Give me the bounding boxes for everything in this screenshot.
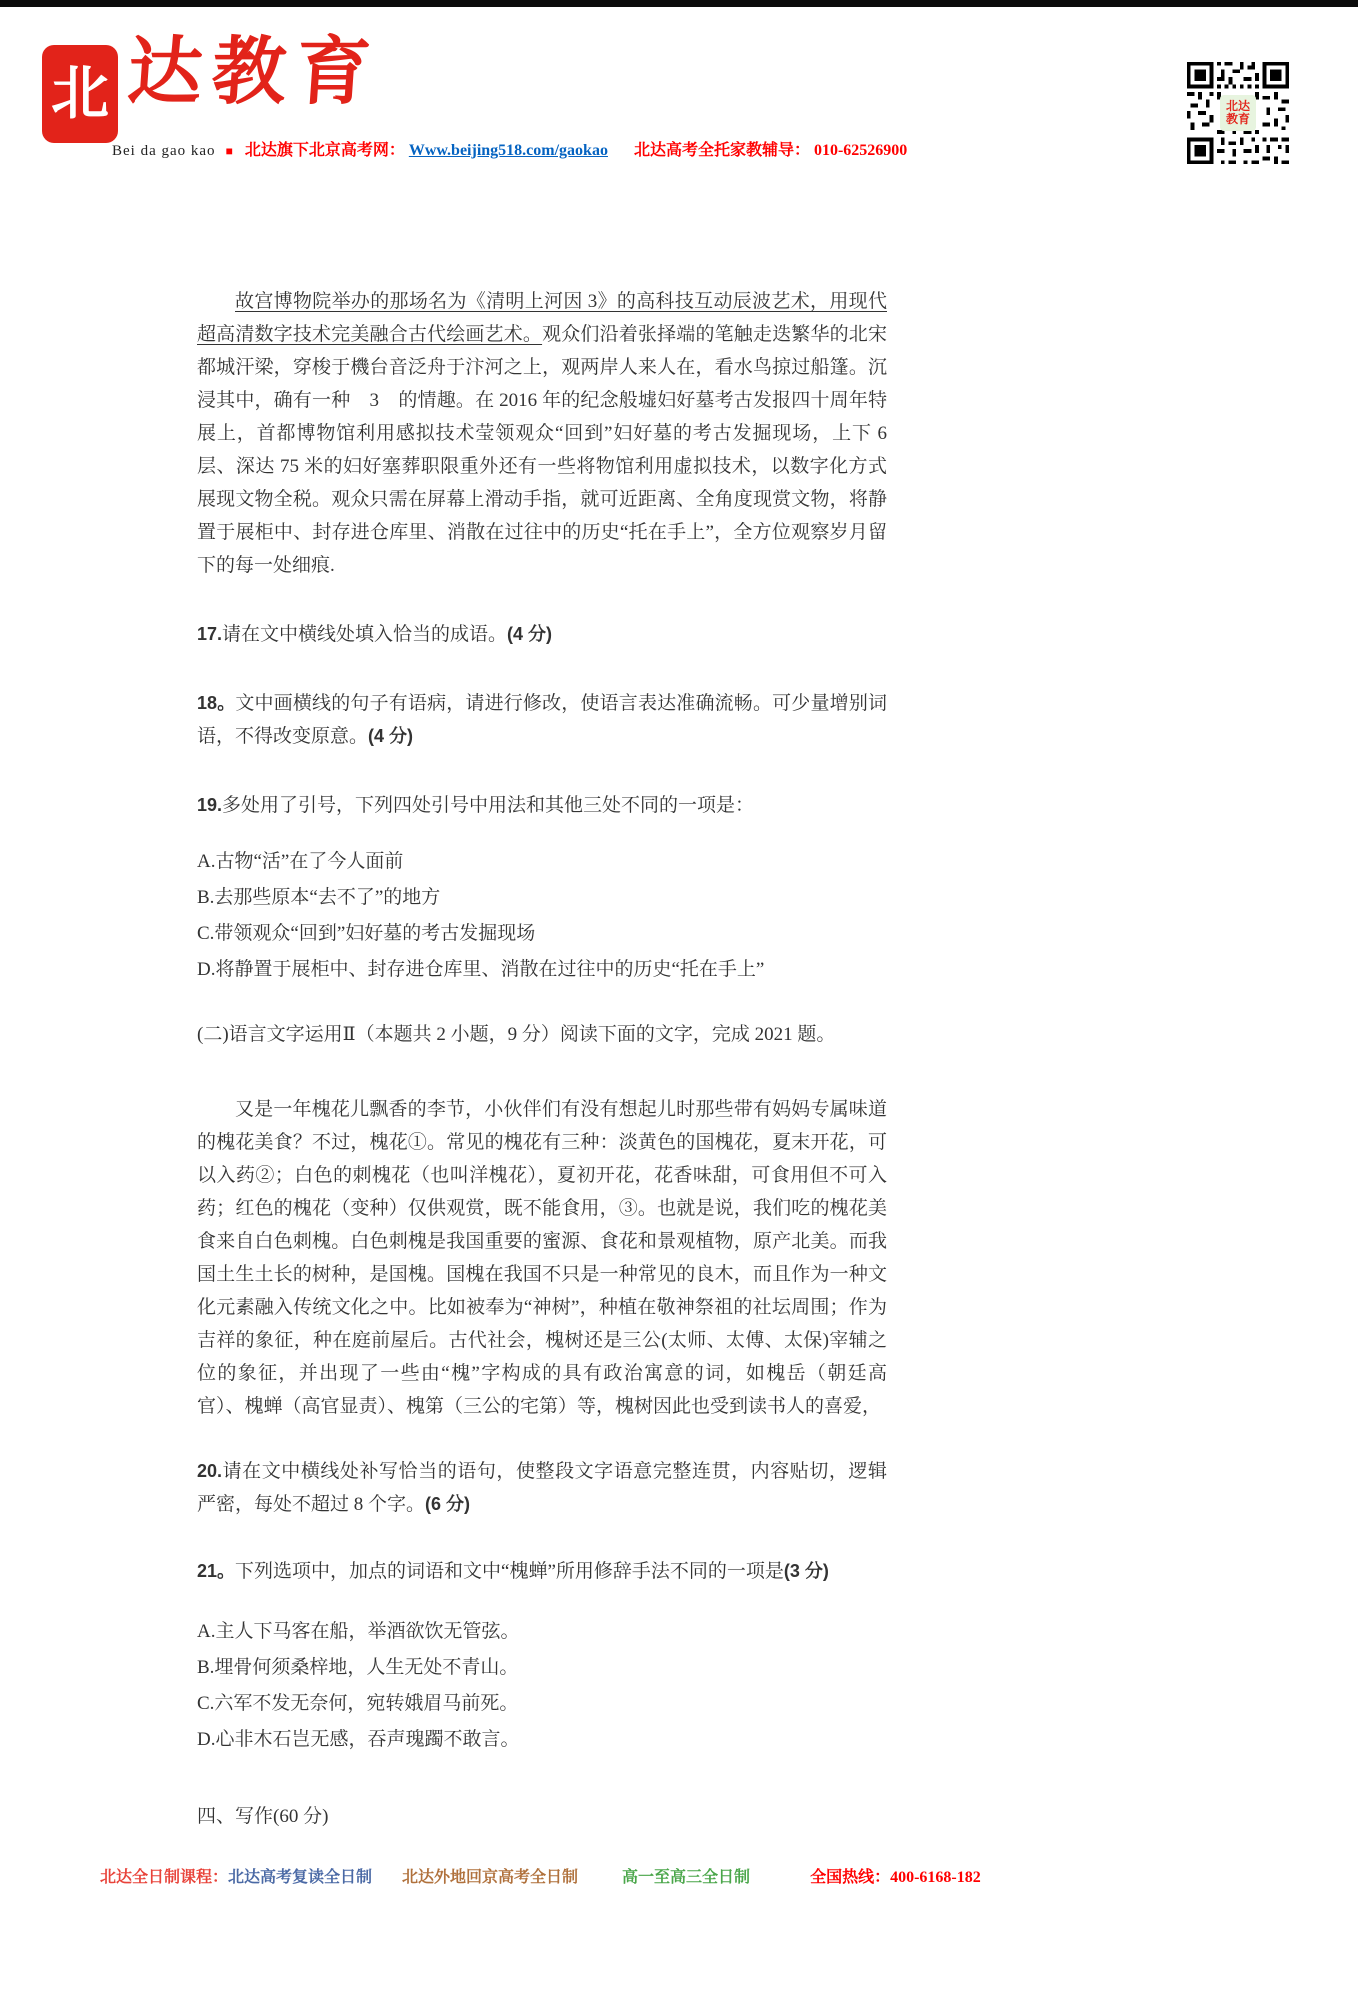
question-17-score: (4 分) (507, 624, 553, 644)
section-2-heading: (二)语言文字运用Ⅱ（本题共 2 小题，9 分）阅读下面的文字，完成 2021 题。 (197, 1024, 836, 1045)
question-21-option-b: B.埋骨何须桑梓地，人生无处不青山。 (197, 1657, 519, 1678)
header (0, 7, 1358, 167)
tutor-label: 北达高考全托家教辅导： (633, 142, 810, 159)
footer-course-1: 北达高考复读全日制 (228, 1869, 373, 1886)
question-19 (197, 789, 887, 822)
question-18 (197, 687, 887, 753)
bullet-icon: ■ (225, 144, 233, 158)
question-21-option-a: A.主人下马客在船，举酒欲饮无管弦。 (197, 1621, 520, 1642)
question-17 (197, 618, 887, 651)
question-20-score: (6 分) (425, 1494, 471, 1514)
question-21-option-d: D.心非木石岂无感，吞声瑰躅不敢言。 (197, 1729, 520, 1750)
question-19-options (197, 844, 887, 988)
question-21-option-c: C.六军不发无奈何，宛转娥眉马前死。 (197, 1693, 519, 1714)
question-20 (197, 1455, 887, 1521)
passage-1 (197, 285, 887, 582)
footer-hotline-label: 全国热线： (810, 1869, 891, 1886)
question-21-score: (3 分) (783, 1561, 829, 1581)
footer-course-3: 高一至高三全日制 (622, 1869, 751, 1886)
question-21-number: 21。 (197, 1561, 236, 1581)
footer-label: 北达全日制课程： (100, 1869, 229, 1886)
question-21 (197, 1555, 887, 1588)
brand-seal-logo (44, 47, 116, 141)
question-20-number: 20. (197, 1461, 223, 1481)
site-label: 北达旗下北京高考网： (244, 142, 405, 159)
question-17-number: 17. (197, 624, 223, 644)
top-black-bar (0, 0, 1358, 7)
qr-center-line1: 北达 (1225, 99, 1250, 114)
question-19-option-c: C.带领观众“回到”妇好墓的考古发掘现场 (197, 923, 536, 944)
question-21-options (197, 1614, 887, 1758)
section-4-heading: 四、写作(60 分) (197, 1806, 329, 1827)
question-19-text: 多处用了引号，下列四处引号中用法和其他三处不同的一项是： (222, 795, 755, 816)
passage-2: 又是一年槐花儿飘香的李节，小伙伴们有没有想起儿时那些带有妈妈专属味道的槐花美食？不过，槐花①。常见的槐花有三种：淡黄色的国槐花，夏末开花，可以入药②；白色的刺槐花（也叫洋槐花），夏初开花，花香味甜，可食用但不可入药；红色的槐花（变种）仅供观赏，既不能食用，③。也就是说，我们吃的槐花美食来自白色刺槐。白色刺槐是我国重要的蜜源、食花和景观植物，原产北美。而我国土生土长的树种，是国槐。国槐在我国不只是一种常见的良木，而且作为一种文化元素融入传统文化之中。比如被奉为“神树”，种植在敬神祭祖的社坛周围；作为吉祥的象征，种在庭前屋后。古代社会，槐树还是三公(太师、太傅、太保)宰辅之位的象征，并出现了一些由“槐”字构成的具有政治寓意的词，如槐岳（朝廷高官）、槐蝉（高官显责）、槐第（三公的宅第）等，槐树因此也受到读书人的喜爱， (197, 1099, 887, 1417)
footer-hotline-number: 400-6168-182 (890, 1869, 981, 1886)
document-body (197, 285, 887, 1833)
header-tagline (112, 137, 1162, 161)
question-18-number: 18。 (197, 693, 236, 713)
qr-center-label (1220, 95, 1256, 131)
question-21-text: 下列选项中，加点的词语和文中“槐蝉”所用修辞手法不同的一项是 (235, 1561, 784, 1582)
qr-center-line2: 教育 (1225, 112, 1250, 126)
question-18-text: 文中画横线的句子有语病，请进行修改，使语言表达准确流畅。可少量增别词语，不得改变原意。 (197, 693, 887, 747)
passage-1-underlined-sentence: 故宫博物院举办的那场名为《清明上河因 3》的高科技互动辰波艺术，用现代超高清数字技术完美融合古代绘画艺术。 (197, 291, 887, 345)
question-19-number: 19. (197, 795, 223, 815)
question-19-option-b: B.去那些原本“去不了”的地方 (197, 887, 441, 908)
passage-1-rest: 观众们沿着张择端的笔触走迭繁华的北宋都城汗梁，穿梭于機台音泛舟于汴河之上，观两岸人来人在，看水鸟掠过船篷。沉浸其中，确有一种 3 的情趣。在 2016 年的纪念般墟妇好墓考古发报四十周年特展上，首都博物馆利用感拟技术莹领观众“回到”妇好墓的考古发掘现场，上下 6 层、深达 75 米的妇好塞葬职限重外还有一些将物馆利用虚拟技术，以数字化方式展现文物全税。观众只需在屏幕上滑动手指，就可近距离、全角度现赏文物，将静置于展柜中、封存进仓库里、消散在过往中的历史“托在手上”，全方位观察岁月留下的每一处细痕. (197, 324, 887, 576)
question-18-score: (4 分) (368, 726, 414, 746)
brand-pinyin: Bei da gao kao (112, 143, 216, 159)
tutor-phone-number: 010-62526900 (813, 142, 908, 159)
question-20-text: 请在文中横线处补写恰当的语句，使整段文字语意完整连贯，内容贴切，逻辑严密，每处不超过 8 个字。 (197, 1461, 887, 1515)
question-19-option-d: D.将静置于展柜中、封存进仓库里、消散在过往中的历史“托在手上” (197, 959, 765, 980)
seal-character: 北 (50, 61, 109, 126)
brand-logo-text: 达教育 (125, 32, 383, 114)
question-19-option-a: A.古物“活”在了今人面前 (197, 851, 404, 872)
question-17-text: 请在文中横线处填入恰当的成语。 (222, 624, 508, 645)
footer-course-2: 北达外地回京高考全日制 (402, 1869, 579, 1886)
qr-code (1183, 57, 1293, 169)
footer (100, 1864, 1280, 1888)
site-link[interactable]: Www.beijing518.com/gaokao (408, 142, 608, 159)
